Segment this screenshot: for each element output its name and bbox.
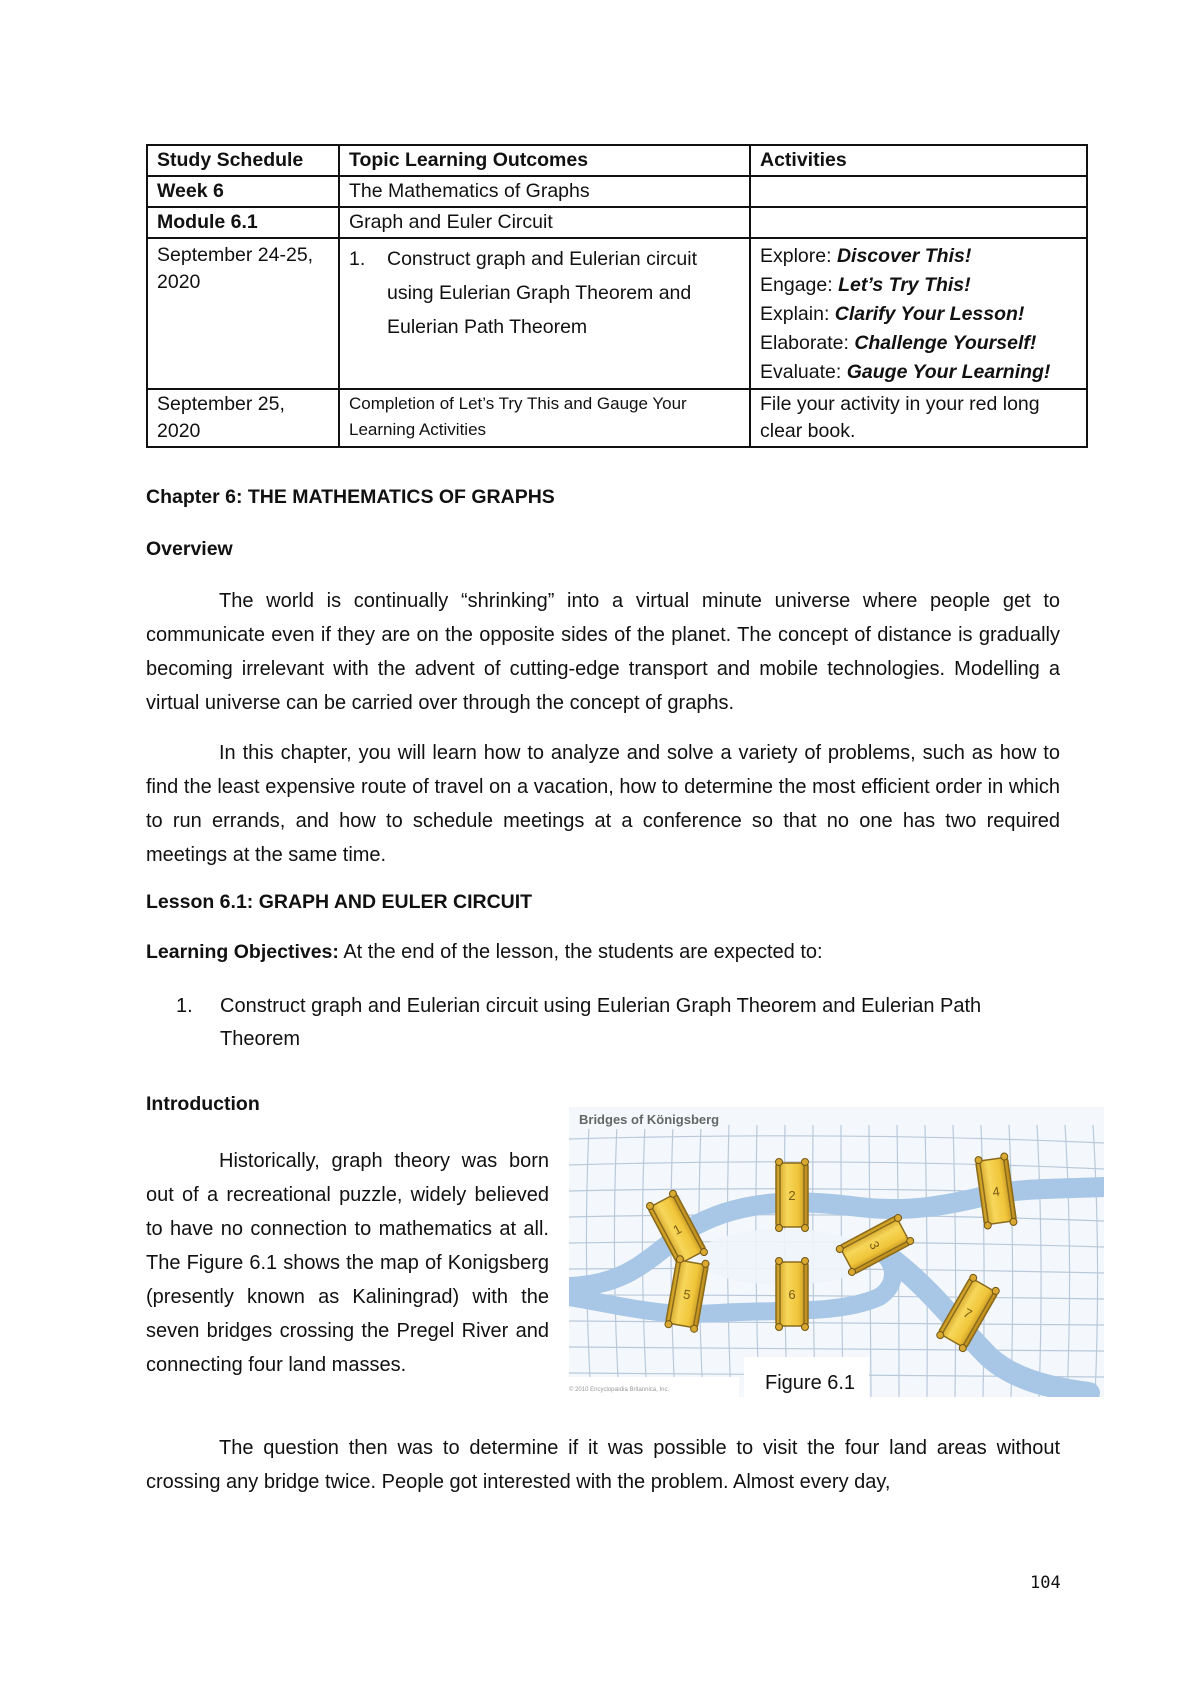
continuation-paragraph: The question then was to determine if it was possible to visit the four land areas without crossing any bridge twice. People got interested with the problem. Almost every day, [146, 1437, 1060, 1493]
figure-caption: Figure 6.1 [765, 1372, 856, 1394]
figure-title: Bridges of Königsberg [579, 1112, 720, 1127]
objective-text: Construct graph and Eulerian circuit using Eulerian Graph Theorem and Eulerian Path Theorem [220, 995, 982, 1050]
header-activities: Activities [750, 145, 1087, 176]
activity-evaluate: Evaluate: Gauge Your Learning! [760, 361, 1051, 383]
learning-objectives [146, 941, 1060, 964]
svg-text:6: 6 [788, 1287, 796, 1302]
activity-explore: Explore: Discover This! [760, 245, 972, 267]
module-cell: Module 6.1 [147, 207, 339, 238]
week-topic-cell: The Mathematics of Graphs [339, 176, 750, 207]
completion-activities-cell: File your activity in your red long clear book. [750, 389, 1087, 447]
table-row [147, 238, 1087, 389]
activities-cell [750, 238, 1087, 389]
learning-objectives-intro: At the end of the lesson, the students are expected to: [338, 941, 823, 963]
outcome-number: 1. [349, 248, 366, 270]
week-cell: Week 6 [147, 176, 339, 207]
week-activities-cell [750, 176, 1087, 207]
outcome-item [349, 242, 740, 344]
konigsberg-map-image [569, 1107, 1104, 1397]
svg-text:7: 7 [960, 1305, 975, 1322]
overview-paragraph-2: In this chapter, you will learn how to analyze and solve a variety of problems, such as how to find the least expensive route of travel on a vacation, how to determine the most efficient order in which to run errands, and how to schedule meetings at a conference so that no one has two required meetings at the same time. [146, 742, 1060, 866]
outcome-cell [339, 238, 750, 389]
objective-number: 1. [176, 995, 193, 1017]
page-number: 104 [1030, 1573, 1061, 1593]
bridge-6-icon [776, 1258, 809, 1331]
completion-topic-cell: Completion of Let’s Try This and Gauge Your Learning Activities [339, 389, 750, 447]
svg-text:5: 5 [682, 1286, 692, 1303]
bridge-2-icon [776, 1159, 809, 1232]
table-row [147, 176, 1087, 207]
introduction-heading: Introduction [146, 1093, 260, 1115]
svg-text:2: 2 [788, 1188, 796, 1203]
konigsberg-bridges-figure [569, 1107, 1104, 1397]
introduction-paragraph: Historically, graph theory was born out of a recreational puzzle, widely believed to have no connection to mathematics at all. The Figure 6.1 shows the map of Konigsberg (presently known as Kaliningrad) with the seven bridges crossing the Pregel River and connecting four land masses. [146, 1150, 549, 1376]
outcome-text: Construct graph and Eulerian circuit using Eulerian Graph Theorem and Eulerian Path Theorem [387, 248, 697, 338]
overview-paragraph-1: The world is continually “shrinking” into a virtual minute universe where people get to communicate even if they are on the opposite sides of the planet. The concept of distance is gradually becoming irrelevant with the advent of cutting-edge transport and mobile technologies. Modelling a virtual universe can be carried over through the concept of graphs. [146, 590, 1060, 714]
module-activities-cell [750, 207, 1087, 238]
study-schedule-table [146, 144, 1088, 448]
lesson-heading: Lesson 6.1: GRAPH AND EULER CIRCUIT [146, 891, 533, 913]
svg-text:3: 3 [866, 1238, 883, 1252]
table-row [147, 207, 1087, 238]
figure-credit: © 2010 Encyclopædia Britannica, Inc. [569, 1387, 670, 1393]
learning-objectives-label: Learning Objectives: [146, 941, 339, 963]
objective-item [176, 990, 1060, 1056]
header-topic-learning-outcomes: Topic Learning Outcomes [339, 145, 750, 176]
activity-engage: Engage: Let’s Try This! [760, 274, 971, 296]
overview-heading: Overview [146, 538, 233, 560]
svg-text:4: 4 [991, 1183, 1001, 1200]
chapter-heading: Chapter 6: THE MATHEMATICS OF GRAPHS [146, 486, 555, 508]
table-header-row [147, 145, 1087, 176]
date-cell: September 24-25, 2020 [147, 238, 339, 389]
activity-explain: Explain: Clarify Your Lesson! [760, 303, 1025, 325]
table-row [147, 389, 1087, 447]
module-topic-cell: Graph and Euler Circuit [339, 207, 750, 238]
activity-elaborate: Elaborate: Challenge Yourself! [760, 332, 1037, 354]
header-study-schedule: Study Schedule [147, 145, 339, 176]
completion-date-cell: September 25, 2020 [147, 389, 339, 447]
svg-text:1: 1 [670, 1221, 684, 1238]
